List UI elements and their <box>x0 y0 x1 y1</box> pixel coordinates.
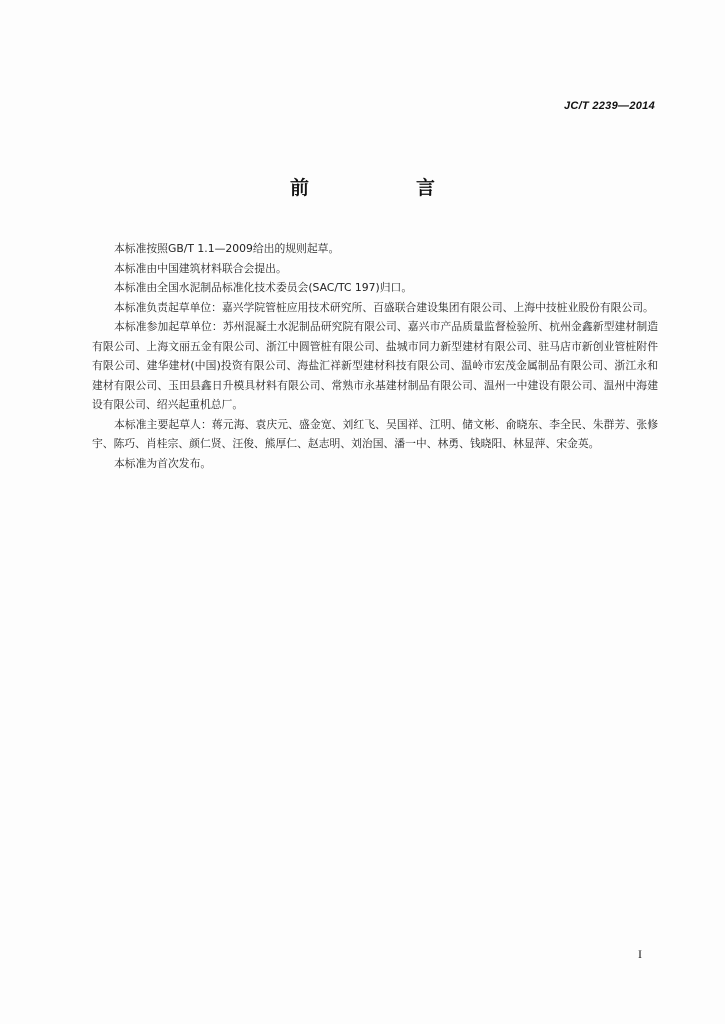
foreword-body <box>92 239 658 473</box>
page-title: 前 言 <box>289 177 479 199</box>
page-number: I <box>638 947 642 961</box>
paragraph-drafting-rules: 本标准按照GB/T 1.1—2009给出的规则起草。 <box>114 242 340 255</box>
paragraph-first-release: 本标准为首次发布。 <box>114 456 212 470</box>
paragraph-main-drafters: 本标准主要起草人：蒋元海、袁庆元、盛金宽、刘红飞、吴国祥、江明、储文彬、俞晓东、李全民、朱群芳、张修宇、陈巧、肖桂宗、颜仁贤、汪俊、熊厚仁、赵志明、刘治国、潘一中、林勇、钱晓阳、林显萍、宋金英。 <box>92 417 658 450</box>
paragraph-committee: 本标准由全国水泥制品标准化技术委员会(SAC/TC 197)归口。 <box>114 281 413 294</box>
paragraph-lead-drafters: 本标准负责起草单位：嘉兴学院管桩应用技术研究所、百盛联合建设集团有限公司、上海中技桩业股份有限公司。 <box>114 300 654 314</box>
standard-code: JC/T 2239—2014 <box>563 100 655 112</box>
paragraph-proposer: 本标准由中国建筑材料联合会提出。 <box>114 261 287 275</box>
paragraph-participating-drafters: 本标准参加起草单位：苏州混凝土水泥制品研究院有限公司、嘉兴市产品质量监督检验所、杭州金鑫新型建材制造有限公司、上海文丽五金有限公司、浙江中圆管桩有限公司、盐城市同力新型建材有限公司、驻马店市新创业管桩附件有限公司、建华建材(中国)投资有限公司、海盐汇祥新型建材科技有限公司、温岭市宏茂金属制品有限公司、浙江永和建材有限公司、玉田县鑫日升模具材料有限公司、常熟市永基建材制品有限公司、温州一中建设有限公司、温州中海建设有限公司、绍兴起重机总厂。 <box>92 320 658 411</box>
